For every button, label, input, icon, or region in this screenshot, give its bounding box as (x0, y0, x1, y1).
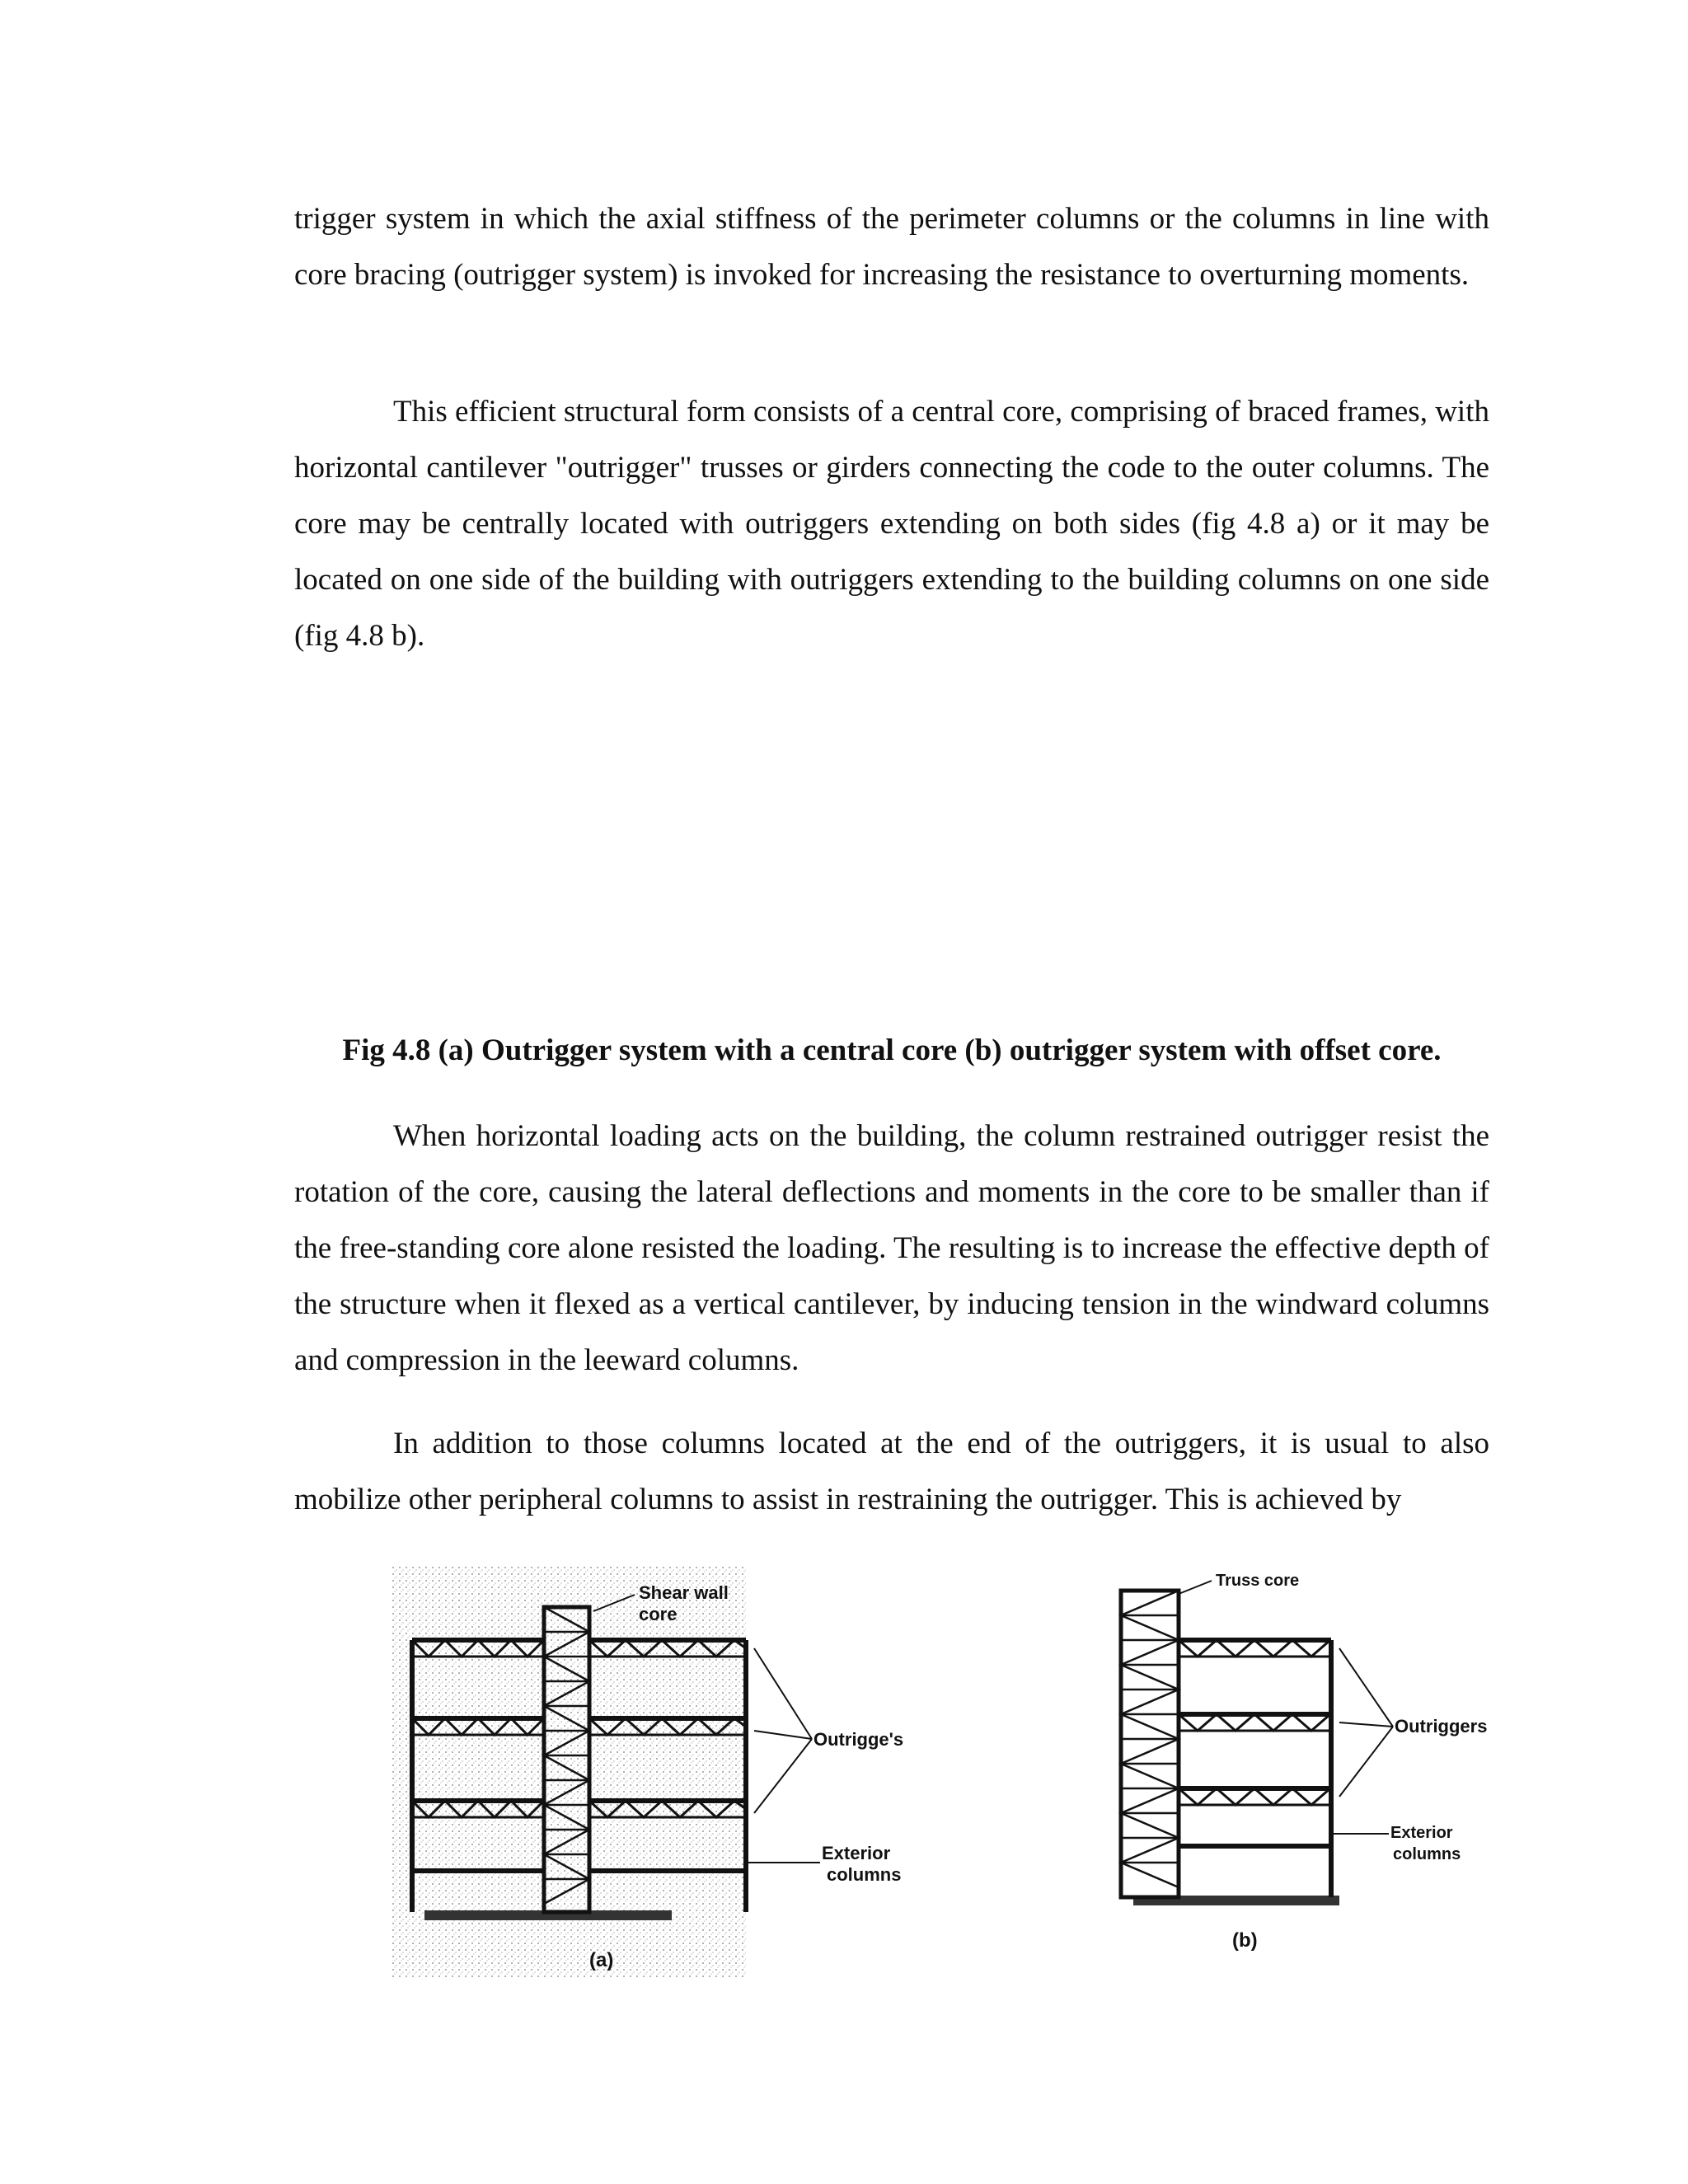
label-columns-b: columns (1393, 1845, 1461, 1863)
truss-core-bracing (1121, 1591, 1179, 1887)
paragraph-intro: trigger system in which the axial stiffness of the perimeter columns or the columns in line with core bracing (outrigger system) is invoked for increasing the resistance to overturning moments. (294, 202, 1489, 292)
figure-b-drawing (1113, 1558, 1525, 1953)
label-columns-a: columns (827, 1864, 902, 1885)
frame-b (1179, 1640, 1331, 1897)
label-outriggers-a: Outrigge's (814, 1729, 904, 1750)
label-shear-wall: Shear wall (639, 1582, 729, 1603)
label-exterior-b: Exterior (1390, 1824, 1453, 1842)
figure-caption: Fig 4.8 (a) Outrigger system with a central core (b) outrigger system with offset core. (342, 1033, 1442, 1067)
figure-a-drawing (392, 1566, 919, 1978)
paragraph-core-description: This efficient structural form consists of a central core, comprising of braced frames, with horizontal cantilever "outrigger" trusses or girders connecting the code to the outer columns. The core may be centrally located with outriggers extending on both sides (fig 4.8 a) or it may be located on one side of the building with outriggers extending to the building columns on one side (fig 4.8 b). (294, 395, 1489, 653)
label-exterior-a: Exterior (822, 1843, 891, 1863)
label-subfigure-b: (b) (1232, 1929, 1258, 1952)
label-core: core (639, 1604, 678, 1624)
label-outriggers-b: Outriggers (1395, 1716, 1488, 1736)
label-subfigure-a: (a) (589, 1949, 614, 1971)
outriggers-b (1179, 1640, 1331, 1805)
paragraph-horizontal-loading: When horizontal loading acts on the building, the column restrained outrigger resist the rotation of the core, causing the lateral deflections and moments in the core to be smaller than if the free-standing core alone resisted the loading. The resulting is to increase the effective depth of the structure when it flexed as a vertical cantilever, by inducing tension in the windward columns and compression in the leeward columns. (294, 1119, 1489, 1377)
paragraph-peripheral-columns: In addition to those columns located at the end of the outriggers, it is usual to also mobilize other peripheral columns to assist in restraining the outrigger. This is achieved by (294, 1427, 1489, 1516)
label-truss-core: Truss core (1216, 1572, 1300, 1590)
leader-lines-b (1179, 1581, 1393, 1834)
figure-a-central-core (392, 1566, 919, 1978)
figure-b-offset-core (1113, 1558, 1525, 1953)
